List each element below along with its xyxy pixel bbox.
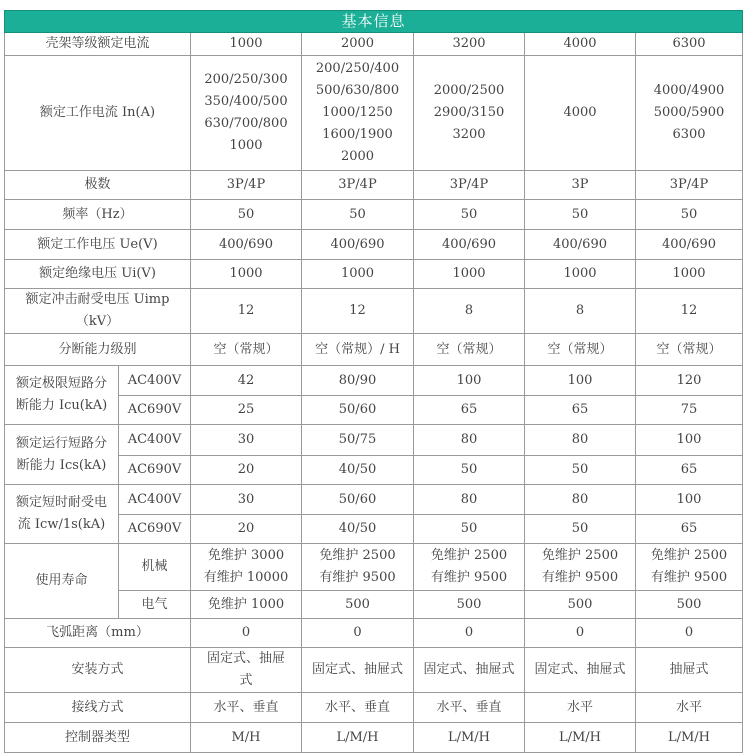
- cell: 固定式、抽屉式: [302, 648, 414, 693]
- line: 1000: [229, 138, 263, 153]
- sub-label: 机械: [119, 544, 191, 591]
- cell: 4000: [525, 33, 636, 56]
- cell: 12: [191, 289, 302, 334]
- label-line: 断能力 Ics(kA): [16, 457, 107, 473]
- cell: [302, 56, 414, 171]
- cell: 抽屉式: [636, 648, 743, 693]
- row-label: 额定绝缘电压 Ui(V): [5, 260, 191, 289]
- cell: 400/690: [191, 230, 302, 260]
- cell: 400/690: [525, 230, 636, 260]
- cell: 空（常规）: [636, 334, 743, 366]
- cell: 80: [525, 485, 636, 515]
- line: 6300: [672, 127, 706, 142]
- cell: 50: [525, 515, 636, 544]
- voltage-label: AC690V: [119, 515, 191, 544]
- line: 免维护 2500: [650, 548, 728, 563]
- cell: 50: [414, 456, 525, 485]
- row-label: 接线方式: [5, 693, 191, 723]
- row-label: 飞弧距离（mm）: [5, 619, 191, 648]
- voltage-label: AC690V: [119, 396, 191, 425]
- row-label: [5, 289, 191, 334]
- row-label: 频率（Hz）: [5, 200, 191, 230]
- cell: 3200: [414, 33, 525, 56]
- line: 1600/1900: [322, 127, 393, 142]
- voltage-label: AC690V: [119, 456, 191, 485]
- icu-ac400-row: [5, 366, 743, 396]
- row-label: 控制器类型: [5, 723, 191, 753]
- line: 有维护 9500: [319, 570, 396, 585]
- cell: 30: [191, 425, 302, 456]
- line: 200/250/300: [204, 72, 288, 87]
- cell: 65: [636, 456, 743, 485]
- row-label: [5, 425, 119, 485]
- cell: 1000: [636, 260, 743, 289]
- poles-row: [5, 171, 743, 200]
- cell: 3P: [525, 171, 636, 200]
- cell: L/M/H: [414, 723, 525, 753]
- frequency-row: [5, 200, 743, 230]
- line: 500/630/800: [315, 83, 400, 98]
- installation-row: [5, 648, 743, 693]
- cell: 3P/4P: [414, 171, 525, 200]
- arc-distance-row: [5, 619, 743, 648]
- cell: 50: [414, 515, 525, 544]
- cell: 水平: [636, 693, 743, 723]
- wiring-row: [5, 693, 743, 723]
- cell: 3P/4P: [636, 171, 743, 200]
- sub-label: 电气: [119, 591, 191, 619]
- cell: 1000: [302, 260, 414, 289]
- row-label: 极数: [5, 171, 191, 200]
- cell: 40/50: [302, 515, 414, 544]
- cell: L/M/H: [636, 723, 743, 753]
- line: 2000: [340, 149, 375, 164]
- cell: 0: [414, 619, 525, 648]
- cell: 65: [636, 515, 743, 544]
- cell: 30: [191, 485, 302, 515]
- cell: 80: [414, 425, 525, 456]
- row-label: 额定工作电流 In(A): [5, 56, 191, 171]
- cell: 固定式、抽屉式: [525, 648, 636, 693]
- spec-table: [4, 10, 743, 753]
- cell: 80: [414, 485, 525, 515]
- rated-current-row: [5, 56, 743, 171]
- cell: 水平、垂直: [302, 693, 414, 723]
- label-line: 额定短时耐受电: [15, 495, 107, 510]
- label-line: 断能力 Icu(kA): [15, 398, 108, 413]
- line: 4000: [563, 105, 597, 120]
- cell: 400/690: [302, 230, 414, 260]
- cell: 100: [636, 485, 743, 515]
- row-label: 分断能力级别: [5, 334, 191, 366]
- cell: 水平、垂直: [414, 693, 525, 723]
- cell: 42: [191, 366, 302, 396]
- cell: 空（常规）: [191, 334, 302, 366]
- label-line: （kV）: [75, 314, 120, 329]
- cell: 50/75: [302, 425, 414, 456]
- cell: 50: [302, 200, 414, 230]
- icw-ac400-row: [5, 485, 743, 515]
- cell: 1000: [525, 260, 636, 289]
- line: 350/400/500: [204, 94, 288, 109]
- title-row: [5, 11, 743, 33]
- cell: 80/90: [302, 366, 414, 396]
- row-label: [5, 485, 119, 544]
- cell: 65: [525, 396, 636, 425]
- label-line: 额定极限短路分: [15, 376, 107, 391]
- controller-row: [5, 723, 743, 753]
- cell: 50/60: [302, 485, 414, 515]
- line: 2000/2500: [433, 83, 505, 98]
- cell: 1000: [191, 33, 302, 56]
- ics-ac400-row: [5, 425, 743, 456]
- cell: 空（常规）/ H: [302, 334, 414, 366]
- line: 4000/4900: [653, 83, 725, 98]
- cell: 20: [191, 515, 302, 544]
- cell: 空（常规）: [525, 334, 636, 366]
- cell: 3P/4P: [302, 171, 414, 200]
- line: 有维护 9500: [541, 570, 619, 585]
- cell: 0: [636, 619, 743, 648]
- cell: 0: [191, 619, 302, 648]
- cell: 100: [525, 366, 636, 396]
- cell: 6300: [636, 33, 743, 56]
- voltage-label: AC400V: [119, 485, 191, 515]
- cell: [191, 56, 302, 171]
- cell: 40/50: [302, 456, 414, 485]
- cell: 50: [636, 200, 743, 230]
- cell: 2000: [302, 33, 414, 56]
- line: 免维护 3000: [207, 548, 285, 563]
- row-label: [5, 366, 119, 425]
- voltage-label: AC400V: [119, 366, 191, 396]
- line: 2900/3150: [433, 105, 505, 120]
- cell: 水平、垂直: [191, 693, 302, 723]
- service-life-mechanical-row: [5, 544, 743, 591]
- line: 固定式、抽屉: [206, 651, 285, 666]
- line: 免维护 2500: [319, 548, 396, 563]
- row-label: 额定工作电压 Ue(V): [5, 230, 191, 260]
- table-title: 基本信息: [5, 11, 743, 33]
- impulse-voltage-row: [5, 289, 743, 334]
- breaking-class-row: [5, 334, 743, 366]
- frame-rating-row: [5, 33, 743, 56]
- cell: [636, 544, 743, 591]
- cell: [191, 544, 302, 591]
- line: 免维护 2500: [430, 548, 508, 563]
- line: 630/700/800: [204, 116, 288, 131]
- cell: 50: [191, 200, 302, 230]
- cell: [302, 544, 414, 591]
- line: 200/250/400: [315, 61, 400, 76]
- cell: 免维护 1000: [191, 591, 302, 619]
- cell: 1000: [191, 260, 302, 289]
- rated-voltage-row: [5, 230, 743, 260]
- cell: M/H: [191, 723, 302, 753]
- row-label: 安装方式: [5, 648, 191, 693]
- insulation-voltage-row: [5, 260, 743, 289]
- cell: 20: [191, 456, 302, 485]
- line: 1000/1250: [322, 105, 393, 120]
- cell: [414, 56, 525, 171]
- cell: 1000: [414, 260, 525, 289]
- line: 免维护 2500: [541, 548, 619, 563]
- cell: L/M/H: [525, 723, 636, 753]
- cell: 100: [414, 366, 525, 396]
- cell: [636, 56, 743, 171]
- cell: 500: [525, 591, 636, 619]
- line: 有维护 9500: [430, 570, 508, 585]
- label-line: 额定冲击耐受电压 Uimp: [25, 292, 170, 307]
- cell: 空（常规）: [414, 334, 525, 366]
- cell: 25: [191, 396, 302, 425]
- cell: 12: [636, 289, 743, 334]
- cell: 400/690: [414, 230, 525, 260]
- line: 有维护 9500: [650, 570, 728, 585]
- cell: 50/60: [302, 396, 414, 425]
- cell: 50: [414, 200, 525, 230]
- cell: [525, 544, 636, 591]
- cell: [191, 648, 302, 693]
- cell: 500: [414, 591, 525, 619]
- cell: 500: [636, 591, 743, 619]
- voltage-label: AC400V: [119, 425, 191, 456]
- cell: 100: [636, 425, 743, 456]
- cell: 0: [302, 619, 414, 648]
- cell: 12: [302, 289, 414, 334]
- cell: 500: [302, 591, 414, 619]
- cell: 65: [414, 396, 525, 425]
- cell: 75: [636, 396, 743, 425]
- line: 3200: [452, 127, 486, 142]
- label-line: 额定运行短路分: [15, 435, 107, 451]
- cell: L/M/H: [302, 723, 414, 753]
- cell: 固定式、抽屉式: [414, 648, 525, 693]
- line: 有维护 10000: [203, 570, 289, 585]
- line: 5000/5900: [653, 105, 725, 120]
- line: 式: [239, 673, 253, 688]
- cell: 水平: [525, 693, 636, 723]
- row-label: 使用寿命: [5, 544, 119, 619]
- cell: 50: [525, 200, 636, 230]
- cell: 400/690: [636, 230, 743, 260]
- cell: 50: [525, 456, 636, 485]
- cell: 3P/4P: [191, 171, 302, 200]
- label-line: 流 Icw/1s(kA): [17, 517, 106, 532]
- cell: [414, 544, 525, 591]
- cell: 8: [414, 289, 525, 334]
- cell: 8: [525, 289, 636, 334]
- cell: 0: [525, 619, 636, 648]
- cell: [525, 56, 636, 171]
- row-label: 壳架等级额定电流: [5, 33, 191, 56]
- cell: 80: [525, 425, 636, 456]
- cell: 120: [636, 366, 743, 396]
